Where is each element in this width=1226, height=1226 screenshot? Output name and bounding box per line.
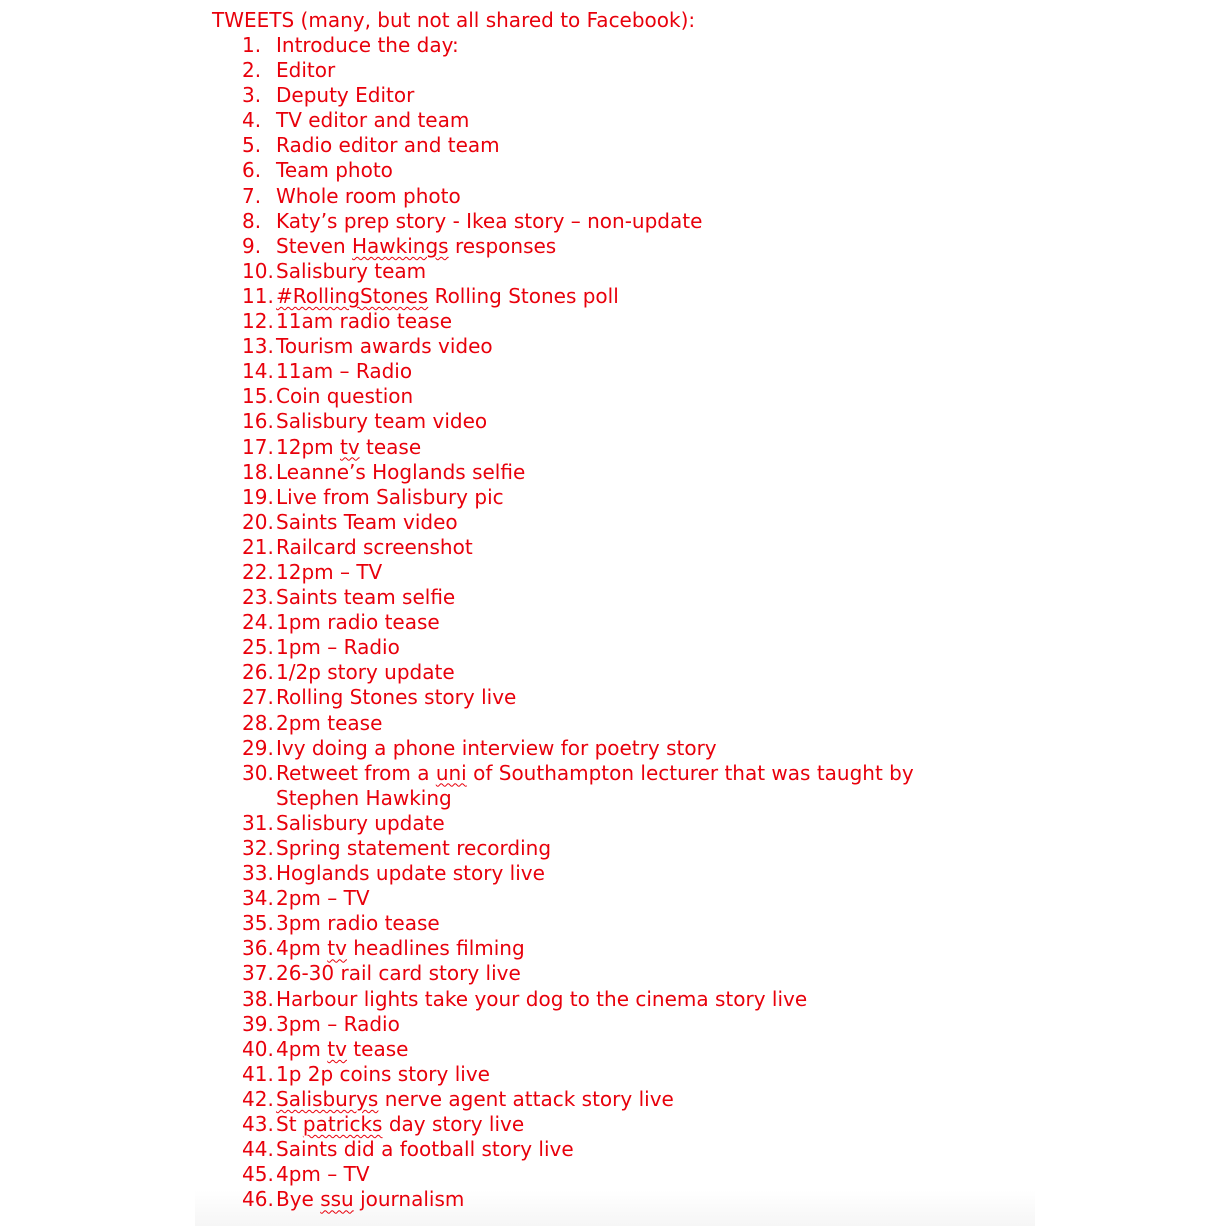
tweet-item-number: 5. xyxy=(242,133,262,158)
tweet-item-text: Rolling Stones story live xyxy=(276,685,517,710)
tweet-item-text: Live from Salisbury pic xyxy=(276,484,504,509)
tweet-item-number: 8. xyxy=(242,208,262,233)
tweet-item xyxy=(212,33,1012,58)
tweet-item-number: 20. xyxy=(242,509,274,534)
tweet-item-text: Spring statement recording xyxy=(276,836,552,860)
tweet-item xyxy=(212,911,1012,936)
tweet-item-text: Salisbury team xyxy=(276,258,427,283)
misspelled-word: #RollingStones xyxy=(276,283,429,308)
tweet-item-text: Salisbury team video xyxy=(276,409,488,434)
tweet-item-text: Saints Team video xyxy=(276,509,458,534)
tweet-item-text: 3pm radio tease xyxy=(276,911,440,936)
tweet-item-text: 1/2p story update xyxy=(276,660,455,685)
tweet-item-text: Bye xyxy=(276,1187,321,1212)
tweet-item xyxy=(212,836,1012,861)
tweet-item-number: 11. xyxy=(242,283,274,308)
tweet-item-text: Team photo xyxy=(276,158,393,183)
tweet-item-number: 21. xyxy=(242,534,274,559)
tweet-item-number: 29. xyxy=(242,735,274,760)
tweet-item xyxy=(212,309,1012,334)
tweet-item-number: 6. xyxy=(242,158,262,183)
tweet-item-text: tease xyxy=(359,434,422,459)
tweet-item xyxy=(212,108,1012,133)
tweet-item-text: 1p 2p coins story live xyxy=(276,1061,490,1086)
tweet-item xyxy=(212,83,1012,108)
tweet-item-number: 26. xyxy=(242,660,274,685)
tweet-item xyxy=(212,660,1012,685)
misspelled-word: ssu xyxy=(320,1187,354,1212)
tweet-item xyxy=(212,334,1012,359)
tweet-item-number: 12. xyxy=(242,309,274,334)
tweet-item-text: Radio editor and team xyxy=(276,133,500,158)
tweet-item-text: Katy’s prep story - Ikea story – non-update xyxy=(276,208,703,233)
document-body xyxy=(212,8,1012,1212)
tweet-item xyxy=(212,1087,1012,1112)
tweet-item xyxy=(212,585,1012,610)
misspelled-word: Hawkings xyxy=(352,233,449,258)
tweet-item-text: Railcard screenshot xyxy=(276,534,473,559)
tweet-item-text: 11am radio tease xyxy=(276,309,452,334)
tweet-item-number: 35. xyxy=(242,911,274,936)
document-heading: TWEETS (many, but not all shared to Facebook): xyxy=(212,8,696,32)
tweet-item xyxy=(212,435,1012,460)
tweet-item xyxy=(212,711,1012,736)
tweet-item-number: 36. xyxy=(242,936,274,961)
tweet-item-text: 4pm – TV xyxy=(276,1162,370,1187)
tweet-item-number: 1. xyxy=(242,33,262,57)
tweet-item-number: 15. xyxy=(242,384,274,409)
tweet-item-number: 24. xyxy=(242,610,274,635)
tweet-item-text: responses xyxy=(448,233,557,258)
tweet-item xyxy=(212,1012,1012,1037)
tweet-item-number: 16. xyxy=(242,409,274,434)
tweet-item xyxy=(212,1137,1012,1162)
tweet-item-number: 42. xyxy=(242,1086,274,1111)
tweet-item-text: 2pm – TV xyxy=(276,886,370,911)
tweet-item-number: 46. xyxy=(242,1187,274,1212)
tweet-item xyxy=(212,961,1012,986)
tweet-item-number: 30. xyxy=(242,760,274,785)
tweet-item-number: 9. xyxy=(242,233,262,258)
tweet-item-text: 26-30 rail card story live xyxy=(276,961,521,986)
tweet-item-number: 40. xyxy=(242,1036,274,1061)
tweet-item-text: of Southampton lecturer that was taught by Stephen Hawking xyxy=(276,760,914,810)
tweet-item-number: 28. xyxy=(242,710,274,735)
tweet-item-text: St xyxy=(276,1112,303,1137)
tweet-item-text: Editor xyxy=(276,58,336,83)
tweet-item-number: 18. xyxy=(242,459,274,484)
tweet-item xyxy=(212,1162,1012,1187)
tweet-item-text: journalism xyxy=(353,1187,465,1212)
tweet-item-text: Harbour lights take your dog to the cinema story live xyxy=(276,986,808,1011)
tweet-item xyxy=(212,409,1012,434)
misspelled-word: uni xyxy=(435,760,467,785)
tweet-item xyxy=(212,886,1012,911)
tweet-item-number: 23. xyxy=(242,585,274,610)
misspelled-word: tv xyxy=(327,936,347,961)
tweet-item-text: Salisbury update xyxy=(276,810,445,835)
tweet-item-number: 22. xyxy=(242,559,274,584)
tweet-item-number: 33. xyxy=(242,861,274,886)
tweet-item xyxy=(212,535,1012,560)
tweet-item-text: Steven xyxy=(276,233,353,258)
tweet-item xyxy=(212,259,1012,284)
tweet-item xyxy=(212,610,1012,635)
misspelled-word: tv xyxy=(339,434,360,459)
tweet-item-number: 7. xyxy=(242,183,262,208)
tweet-item-number: 13. xyxy=(242,334,274,359)
tweet-item-number: 45. xyxy=(242,1162,274,1187)
tweet-item-text: Deputy Editor xyxy=(276,83,415,108)
tweet-item-text: Tourism awards video xyxy=(276,334,493,359)
tweet-item-number: 41. xyxy=(242,1061,274,1086)
tweet-item-text: Ivy doing a phone interview for poetry story xyxy=(276,735,717,760)
misspelled-word: tv xyxy=(327,1036,347,1061)
tweet-item xyxy=(212,359,1012,384)
tweet-item-number: 25. xyxy=(242,635,274,660)
tweet-item-number: 34. xyxy=(242,886,274,911)
tweet-item xyxy=(212,158,1012,183)
tweet-item xyxy=(212,1062,1012,1087)
tweet-item-number: 43. xyxy=(242,1112,274,1137)
tweet-item-text: Rolling Stones poll xyxy=(428,283,619,308)
tweet-item xyxy=(212,761,996,811)
tweet-item-number: 37. xyxy=(242,961,274,986)
tweet-item xyxy=(212,485,1012,510)
tweet-item-text: 11am – Radio xyxy=(276,359,413,384)
misspelled-word: patricks xyxy=(302,1112,383,1137)
tweet-item xyxy=(212,133,1012,158)
tweet-item xyxy=(212,1187,1012,1212)
tweet-item-text: nerve agent attack story live xyxy=(378,1086,674,1111)
tweet-item-text: 1pm radio tease xyxy=(276,610,440,635)
tweet-item-number: 32. xyxy=(242,836,274,860)
tweet-item-text: 4pm xyxy=(276,1036,328,1061)
tweet-item-text: tease xyxy=(346,1036,409,1061)
tweet-item xyxy=(212,736,1012,761)
tweet-item-text: 1pm – Radio xyxy=(276,635,400,660)
tweet-item xyxy=(212,560,1012,585)
tweet-item xyxy=(212,510,1012,535)
tweet-item-number: 14. xyxy=(242,359,274,384)
tweet-item xyxy=(212,209,1012,234)
tweet-item-number: 2. xyxy=(242,58,262,83)
tweet-item-text: 12pm xyxy=(276,434,340,459)
tweet-item-text: Introduce the day: xyxy=(276,33,459,57)
tweet-item xyxy=(212,1112,1012,1137)
tweet-item xyxy=(212,184,1012,209)
misspelled-word: Salisburys xyxy=(276,1086,379,1111)
tweet-item-text: day story live xyxy=(382,1112,525,1137)
tweet-item xyxy=(212,460,1012,485)
tweet-item-text: TV editor and team xyxy=(276,108,470,133)
tweet-item xyxy=(212,861,1012,886)
tweet-item-number: 10. xyxy=(242,258,274,283)
tweet-item-number: 19. xyxy=(242,484,274,509)
tweet-item-number: 39. xyxy=(242,1011,274,1036)
tweet-item-number: 4. xyxy=(242,108,262,133)
tweet-item xyxy=(212,811,1012,836)
tweet-item xyxy=(212,936,1012,961)
tweet-item-text: Leanne’s Hoglands selfie xyxy=(276,459,526,484)
tweet-list xyxy=(212,33,1012,1212)
tweet-item-number: 44. xyxy=(242,1137,274,1162)
tweet-item xyxy=(212,234,1012,259)
tweet-item xyxy=(212,284,1012,309)
tweet-item-text: Hoglands update story live xyxy=(276,861,545,886)
tweet-item-text: Saints team selfie xyxy=(276,585,456,610)
tweet-item-text: headlines filming xyxy=(346,936,525,961)
tweet-item-text: Whole room photo xyxy=(276,183,461,208)
tweet-item-text: Coin question xyxy=(276,384,414,409)
tweet-item-text: 12pm – TV xyxy=(276,559,383,584)
tweet-item-text: 3pm – Radio xyxy=(276,1011,400,1036)
tweet-item-text: 2pm tease xyxy=(276,710,383,735)
tweet-item-number: 27. xyxy=(242,685,274,710)
tweet-item xyxy=(212,685,1012,710)
tweet-item xyxy=(212,1037,1012,1062)
tweet-item xyxy=(212,384,1012,409)
tweet-item xyxy=(212,987,1012,1012)
tweet-item-text: 4pm xyxy=(276,936,328,961)
tweet-item-number: 31. xyxy=(242,810,274,835)
tweet-item xyxy=(212,58,1012,83)
tweet-item-text: Saints did a football story live xyxy=(276,1137,574,1162)
tweet-item-number: 38. xyxy=(242,986,274,1011)
tweet-item xyxy=(212,635,1012,660)
tweet-item-number: 17. xyxy=(242,434,274,459)
tweet-item-text: Retweet from a xyxy=(276,760,436,785)
tweet-item-number: 3. xyxy=(242,83,262,108)
